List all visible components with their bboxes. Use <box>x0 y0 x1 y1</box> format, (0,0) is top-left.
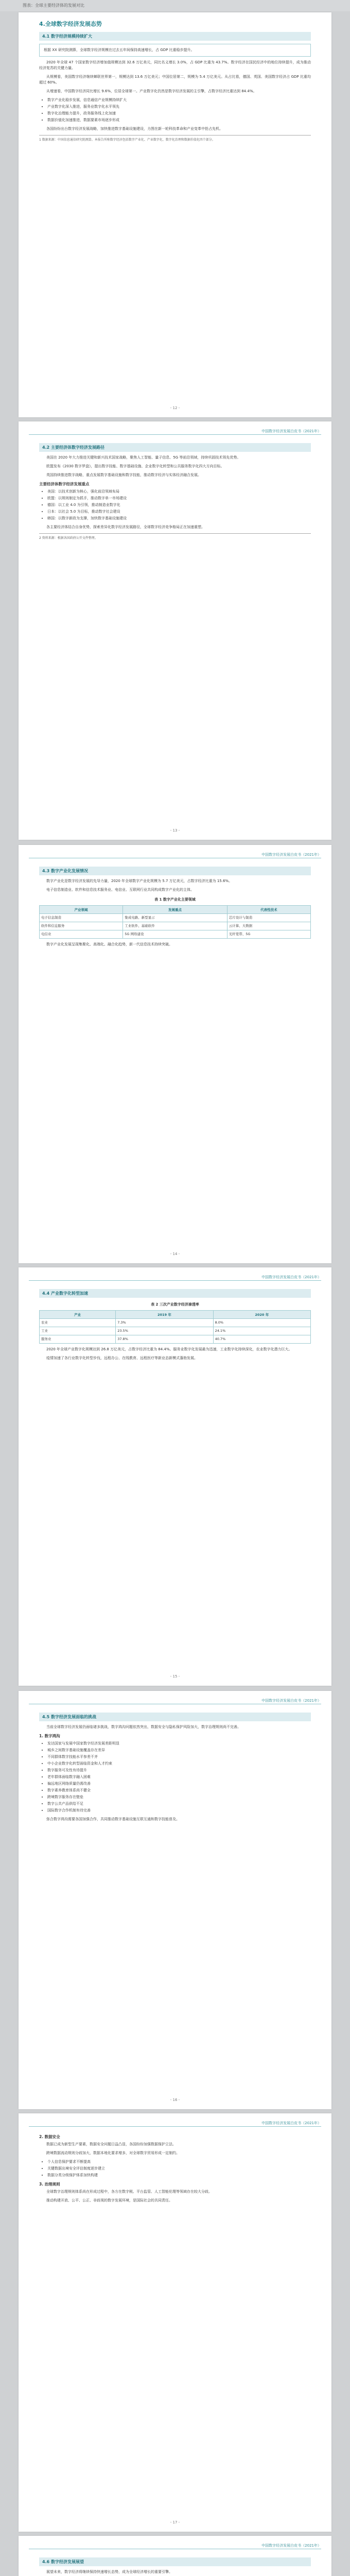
table-cell: 24.1% <box>213 1327 310 1335</box>
list-item: • 城乡之间数字基础设施覆盖存在差异 <box>47 1748 311 1753</box>
page-number: - 13 - <box>170 828 180 833</box>
list-item: • 发达国家与发展中国家数字经济发展差距明显 <box>47 1741 311 1747</box>
document-page-3 <box>19 845 331 1263</box>
list-item: • 老年群体面临数字融入困难 <box>47 1774 311 1780</box>
document-page-2 <box>19 421 331 840</box>
list-item: • 数字化治理能力提升，政务服务线上化加速 <box>47 111 311 116</box>
section-title: 4.全球数字经济发展态势 <box>39 21 102 27</box>
callout-box: 根据 XX 研究院测算，全球数字经济规模在过去五年间保持高速增长，占 GDP 比重稳步提升。 <box>39 44 311 57</box>
page-number: - 12 - <box>170 406 180 410</box>
bullet-list <box>39 97 311 123</box>
subsection-heading: 4.5 数字经济发展面临的挑战 <box>39 1713 311 1721</box>
subheading: 3. 治理规则 <box>39 2182 60 2187</box>
paragraph: 数字产业化发展呈现集聚化、高端化、融合化趋势，新一代信息技术持续突破。 <box>46 942 172 946</box>
paragraph: 各主要经济体结合自身优势，探索差异化数字经济发展路径，全球数字经济竞争格局正在加速重塑。 <box>46 525 205 529</box>
table-cell: 光纤宽带、5G <box>227 930 310 939</box>
table-cell: 软件和信息服务 <box>40 922 123 930</box>
table-cell: 5G 网络建设 <box>123 930 227 939</box>
running-header: 中国数字经济发展白皮书（2021年） <box>261 1699 321 1703</box>
bullet-list <box>39 1741 311 1814</box>
data-table <box>39 1310 311 1344</box>
paragraph: 疫情加速了各行业数字化转型步伐，远程办公、在线教育、远程医疗等新业态新模式蓬勃发展。 <box>46 1356 198 1360</box>
table-cell: 37.8% <box>116 1335 213 1344</box>
paragraph: 从增速看，中国数字经济同比增长 9.6%，位居全球第一。产业数字化仍然是数字经济发展的主引擎，占数字经济比重达到 84.4%。 <box>46 89 257 93</box>
list-item: • 偏远地区网络质量仍需改善 <box>47 1781 311 1787</box>
bullet-list <box>39 489 311 521</box>
list-item: • 数字产业化稳步发展，信息通信产业规模持续扩大 <box>47 97 311 103</box>
paragraph: 跨境数据流动规则分歧加大，数据本地化要求增多，对全球数字贸易形成一定制约。 <box>46 2151 180 2155</box>
paragraph: 弥合数字鸿沟需要各国加强合作，共同推动数字基础设施互联互通和数字技能普及。 <box>46 1817 180 1821</box>
paragraph: 欧盟发布《2030 数字罗盘》，提出数字技能、数字基础设施、企业数字化转型和公共服务数字化四大方向目标。 <box>46 464 224 468</box>
subsection-heading: 4.4 产业数字化转型加速 <box>39 1289 311 1298</box>
list-item: • 个人信息保护要求不断提高 <box>47 2159 311 2165</box>
list-item: • 美国：以技术创新为核心，强化前沿领域布局 <box>47 489 311 495</box>
data-table <box>39 905 311 939</box>
table-row <box>40 930 311 939</box>
table-header: 产业领域 <box>40 906 123 914</box>
list-item: • 跨境数字服务存在壁垒 <box>47 1794 311 1800</box>
footnote: 2 资料来源：根据各国政府公开文件整理。 <box>39 533 311 540</box>
paragraph: 展望未来，数字经济将继续保持快速增长态势，成为全球经济增长的重要引擎。 <box>46 2570 172 2574</box>
table-cell: 云计算、大数据 <box>227 922 310 930</box>
paragraph: 英国持续推进数字战略，重点发展数字基础设施和数字技能，推动数字经济与实体经济融合发展。 <box>46 473 201 477</box>
paragraph: 数据已成为新型生产要素，数据安全问题日益凸显，各国纷纷加强数据保护立法。 <box>46 2142 176 2146</box>
paragraph: 从规模看，美国数字经济继续蝉联世界第一，规模达到 13.6 万亿美元；中国位居第二，规模为 5.4 万亿美元。从占比看，德国、英国、美国数字经济占 GDP 比重均超过 60%。 <box>39 75 311 84</box>
table-cell: 芯片设计与制造 <box>227 914 310 922</box>
list-item: • 欧盟：以规则制定为抓手，推动数字单一市场建设 <box>47 496 311 501</box>
table-header: 产业 <box>40 1311 116 1319</box>
table-cell: 电信业 <box>40 930 123 939</box>
paragraph: 数字产业化是数字经济发展的先导力量，2020 年全球数字产业化规模为 5.7 万亿美元，占数字经济比重为 15.6%。 <box>46 879 233 883</box>
document-page-1 <box>19 12 331 417</box>
running-header: 中国数字经济发展白皮书（2021年） <box>261 429 321 433</box>
table-row <box>40 922 311 930</box>
table-header: 2020 年 <box>213 1311 310 1319</box>
table-cell: 集成电路、新型显示 <box>123 914 227 922</box>
table-cell: 工业软件、基础软件 <box>123 922 227 930</box>
paragraph: 2020 年全球产业数字化规模达到 26.8 万亿美元，占数字经济比重为 84.4%。服务业数字化发展最为迅速，工业数字化持续深化，农业数字化潜力巨大。 <box>46 1347 292 1351</box>
subheading: 主要经济体数字经济发展重点 <box>39 482 90 486</box>
document-page-5 <box>19 1691 331 2109</box>
table-cell: 7.3% <box>116 1319 213 1327</box>
paragraph: 全球数字治理规则体系尚在形成过程中，各方在数字税、平台监管、人工智能伦理等领域存在较大分歧。 <box>46 2190 212 2194</box>
table-cell: 工业 <box>40 1327 116 1335</box>
top-note: 图表：全球主要经济体的发展对比 <box>0 0 350 11</box>
bullet-list <box>39 2159 311 2178</box>
table-header: 2019 年 <box>116 1311 213 1319</box>
running-header: 中国数字经济发展白皮书（2021年） <box>261 2121 321 2125</box>
running-header: 中国数字经济发展白皮书（2021年） <box>261 2544 321 2548</box>
document-page-4 <box>19 1267 331 1686</box>
running-header: 中国数字经济发展白皮书（2021年） <box>261 853 321 857</box>
list-item: • 数字素养教育体系尚不健全 <box>47 1788 311 1793</box>
table-row <box>40 1319 311 1327</box>
subheading: 2. 数据安全 <box>39 2134 60 2139</box>
page-number: - 16 - <box>170 2098 180 2102</box>
table-cell: 23.5% <box>116 1327 213 1335</box>
header-divider <box>29 434 321 435</box>
table-cell: 服务业 <box>40 1335 116 1344</box>
subsection-heading: 4.1 数字经济规模持续扩大 <box>39 32 311 41</box>
subsection-heading: 4.2 主要经济体数字经济发展路径 <box>39 443 311 452</box>
list-item: • 日本：以社会 5.0 为目标，推动数字社会建设 <box>47 509 311 515</box>
document-page-6 <box>19 2113 331 2532</box>
table-row <box>40 1335 311 1344</box>
subsection-heading: 4.3 数字产业化发展情况 <box>39 867 311 875</box>
page-number: - 14 - <box>170 1252 180 1256</box>
document-page-7 <box>19 2536 331 2576</box>
paragraph: 当前全球数字经济发展仍面临诸多挑战，数字鸿沟问题依然突出，数据安全与隐私保护风险加大，数字治理规则尚不完善。 <box>46 1725 241 1729</box>
table-caption: 表 2 三次产业数字经济渗透率 <box>151 1302 199 1307</box>
table-cell: 农业 <box>40 1319 116 1327</box>
list-item: • 数据分类分级保护体系加快构建 <box>47 2173 311 2178</box>
table-cell: 40.7% <box>213 1335 310 1344</box>
list-item: • 不同群体数字技能水平参差不齐 <box>47 1754 311 1760</box>
list-item: • 中小企业数字化转型面临资金和人才约束 <box>47 1761 311 1767</box>
list-item: • 产业数字化深入推进，服务业数字化水平领先 <box>47 104 311 110</box>
list-item: • 韩国：以数字新政为支撑，加快数字基础设施建设 <box>47 516 311 521</box>
page-number: - 17 - <box>170 2520 180 2524</box>
list-item: • 关键数据出境安全评估制度逐步建立 <box>47 2166 311 2172</box>
header-divider <box>29 2126 321 2127</box>
table-header: 代表性技术 <box>227 906 310 914</box>
table-row <box>40 1327 311 1335</box>
footnote: 1 数据来源：中国信息通信研究院测算。本报告所称数字经济包括数字产业化、产业数字化、数字化治理和数据价值化四个部分。 <box>39 135 311 142</box>
list-item: • 德国：以工业 4.0 为引领，推动制造业数字化 <box>47 502 311 508</box>
header-divider <box>29 1280 321 1281</box>
running-header: 中国数字经济发展白皮书（2021年） <box>261 1275 321 1279</box>
table-header: 发展重点 <box>123 906 227 914</box>
table-caption: 表 1 数字产业化主要领域 <box>154 897 196 902</box>
table-row <box>40 914 311 922</box>
paragraph: 2020 年全球 47 个国家数字经济增加值规模达到 32.6 万亿美元，同比名义增长 3.0%，占 GDP 比重为 43.7%。数字经济在国民经济中的地位持续提升，成为推动经济复苏的关键力量。 <box>39 60 311 70</box>
list-item: • 数字公共产品供给不足 <box>47 1801 311 1807</box>
paragraph: 电子信息制造业、软件和信息技术服务业、电信业、互联网行业共同构成数字产业化的主体。 <box>46 888 194 892</box>
table-cell: 电子信息制造 <box>40 914 123 922</box>
list-item: • 数字服务可及性有待提升 <box>47 1768 311 1773</box>
subheading: 1. 数字鸿沟 <box>39 1734 60 1738</box>
table-cell: 8.0% <box>213 1319 310 1327</box>
subsection-heading: 4.6 数字经济发展展望 <box>39 2557 311 2566</box>
list-item: • 国际数字合作机制有待完善 <box>47 1808 311 1814</box>
list-item: • 数据价值化加速推进，数据要素市场逐步形成 <box>47 117 311 123</box>
paragraph: 各国纷纷出台数字经济发展战略，加快推进数字基础设施建设，力图在新一轮科技革命和产业变革中抢占先机。 <box>46 127 223 131</box>
paragraph: 推动构建开放、公平、公正、非歧视的数字发展环境，是国际社会的共同责任。 <box>46 2198 172 2202</box>
page-number: - 15 - <box>170 1674 180 1679</box>
paragraph: 美国在 2020 年大力推进关键和新兴技术国家战略，聚焦人工智能、量子信息、5G 等前沿领域，持续巩固技术领先优势。 <box>46 455 241 460</box>
